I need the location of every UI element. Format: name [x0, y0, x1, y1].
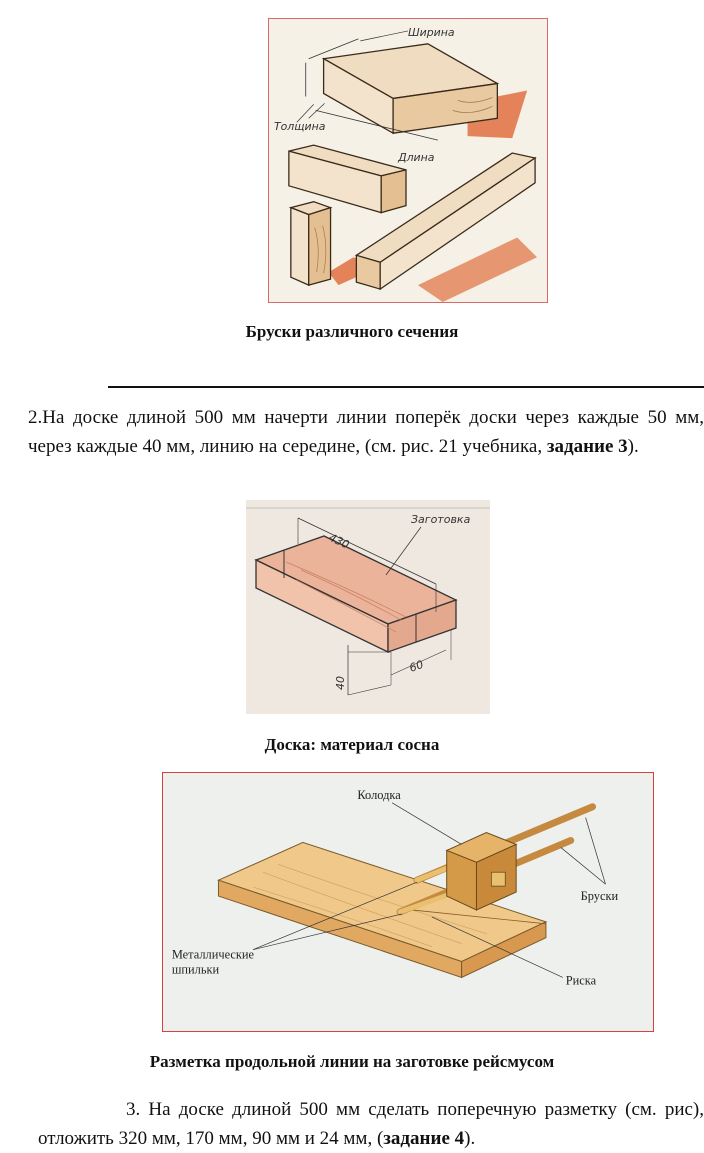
figure3-caption: Разметка продольной линии на заготовке рейсмусом: [149, 1052, 555, 1071]
dim-height-label: 40: [334, 676, 347, 690]
label-length: Длина: [398, 150, 435, 164]
task3-tail: ).: [464, 1128, 476, 1149]
label-block: Колодка: [357, 787, 401, 802]
label-bars: Бруски: [580, 889, 619, 904]
task2-text: 2.На доске длиной 500 мм начерти линии поперёк доски через каждые 50 мм, через каждые 40 мм, линию на середине, (см. рис. 21 учебника,: [28, 407, 704, 457]
task2-reference: задание 3: [546, 436, 628, 457]
label-blank: Заготовка: [411, 513, 471, 526]
task3-paragraph: [38, 1095, 704, 1153]
dim-width-label: 60: [407, 657, 426, 675]
figure1-caption: Бруски различного сечения: [245, 322, 459, 341]
label-pins-line1: Металлические: [171, 947, 255, 962]
task2-paragraph: [28, 403, 704, 461]
task3-reference: задание 4: [383, 1128, 465, 1149]
figure-marking-gauge-illustration: [162, 772, 654, 1032]
task2-tail: ).: [627, 436, 639, 457]
label-width: Ширина: [408, 25, 455, 39]
label-pins-line2: шпильки: [171, 962, 220, 977]
figure-board-illustration: [246, 500, 490, 714]
task3-text: 3. На доске длиной 500 мм сделать поперечную разметку (см. рис), отложить 320 мм, 170 мм, 90 мм и 24 мм, (: [38, 1099, 704, 1149]
figure2-caption: Доска: материал сосна: [264, 735, 440, 754]
board-drawing: [246, 500, 490, 714]
marking-gauge-drawing: [163, 773, 653, 1031]
figure-bars-illustration: [268, 18, 548, 303]
label-scribe: Риска: [565, 973, 597, 988]
label-thickness: Толщина: [273, 120, 326, 134]
section-divider: [108, 386, 704, 388]
dim-length-label: 430: [326, 530, 352, 552]
bars-drawing: [269, 19, 547, 302]
